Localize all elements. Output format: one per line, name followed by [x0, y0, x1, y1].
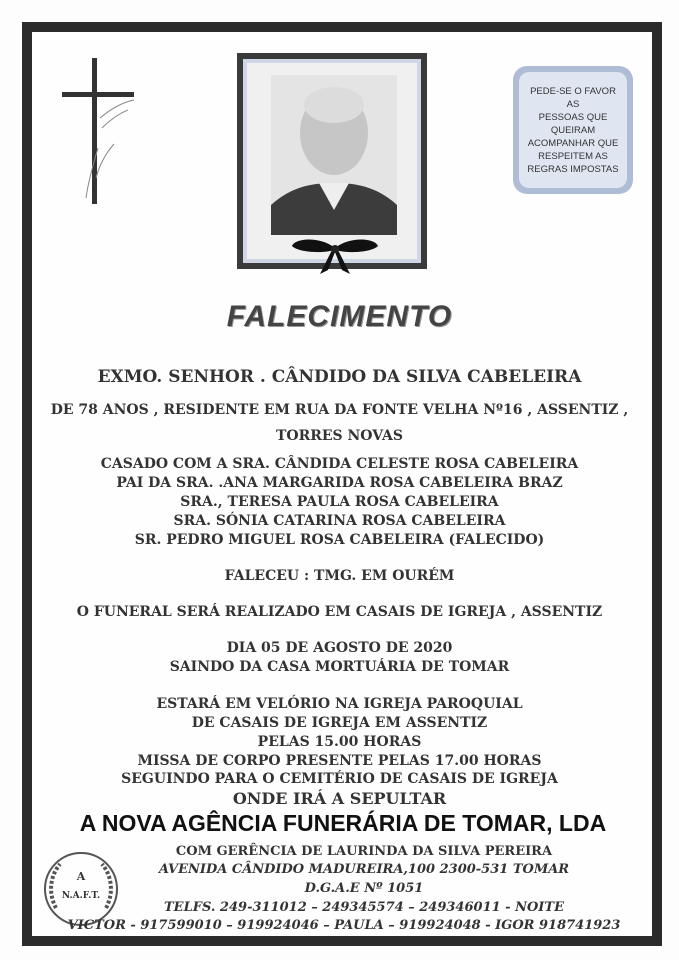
agency-phones: TELFS. 249-311012 – 249345574 – 249346011 - NOITE	[164, 900, 564, 915]
seal-initials: N.A.F.T.	[61, 891, 101, 901]
family-line: SR. PEDRO MIGUEL ROSA CABELEIRA (FALECIDO)	[134, 532, 545, 548]
vigil-line: DE CASAIS DE IGREJA EM ASSENTIZ	[191, 715, 488, 731]
agency-contacts: VICTOR - 917599010 – 919924046 – PAULA – 919924048 - IGOR 918741923	[67, 918, 621, 933]
deceased-name: EXMO. SENHOR . CÂNDIDO DA SILVA CABELEIRA	[97, 367, 582, 387]
notice-line: PESSOAS QUE	[538, 111, 608, 123]
agency-dgae: D.G.A.E Nº 1051	[304, 881, 424, 896]
funeral-place: O FUNERAL SERÁ REALIZADO EM CASAIS DE IGREJA , ASSENTIZ	[76, 604, 603, 620]
death-place: FALECEU : TMG. EM OURÉM	[224, 568, 455, 584]
cross-icon	[62, 58, 134, 204]
mourning-ribbon-icon	[290, 236, 380, 274]
agency-management: COM GERÊNCIA DE LAURINDA DA SILVA PEREIRA	[175, 844, 553, 859]
agency-name: A NOVA AGÊNCIA FUNERÁRIA DE TOMAR, LDA	[79, 810, 607, 836]
family-line: PAI DA SRA. .ANA MARGARIDA ROSA CABELEIRA BRAZ	[116, 475, 563, 491]
agency-address: AVENIDA CÂNDIDO MADUREIRA,100 2300-531 TOMAR	[158, 862, 570, 877]
funeral-date: DIA 05 DE AGOSTO DE 2020	[226, 640, 453, 656]
family-line: SRA., TERESA PAULA ROSA CABELEIRA	[180, 494, 499, 510]
seal-letter: A	[76, 870, 86, 883]
burial-line: ONDE IRÁ A SEPULTAR	[232, 789, 447, 808]
notice-line: RESPEITEM AS	[538, 150, 608, 162]
age-residence: DE 78 ANOS , RESIDENTE EM RUA DA FONTE VELHA Nº16 , ASSENTIZ ,	[50, 402, 629, 418]
town: TORRES NOVAS	[275, 428, 404, 444]
vigil-line: ESTARÁ EM VELÓRIO NA IGREJA PAROQUIAL	[156, 696, 523, 712]
agency-footer	[34, 840, 654, 940]
vigil-line: PELAS 15.00 HORAS	[257, 734, 422, 750]
family-line: SRA. SÓNIA CATARINA ROSA CABELEIRA	[173, 513, 506, 529]
page-title: FALECIMENTO	[226, 300, 453, 333]
leaving-place: SAINDO DA CASA MORTUÁRIA DE TOMAR	[169, 659, 510, 675]
vigil-line: MISSA DE CORPO PRESENTE PELAS 17.00 HORAS	[137, 753, 542, 769]
portrait-photo	[271, 75, 397, 235]
notice-box	[513, 66, 633, 194]
notice-line: REGRAS IMPOSTAS	[527, 163, 619, 175]
notice-line: PEDE-SE O FAVOR AS	[530, 85, 616, 110]
notice-line: ACOMPANHAR QUE	[527, 137, 619, 149]
notice-line: QUEIRAM	[550, 124, 596, 136]
family-line: CASADO COM A SRA. CÂNDIDA CELESTE ROSA CABELEIRA	[100, 456, 579, 472]
vigil-line: SEGUINDO PARA O CEMITÉRIO DE CASAIS DE IGREJA	[121, 771, 558, 787]
